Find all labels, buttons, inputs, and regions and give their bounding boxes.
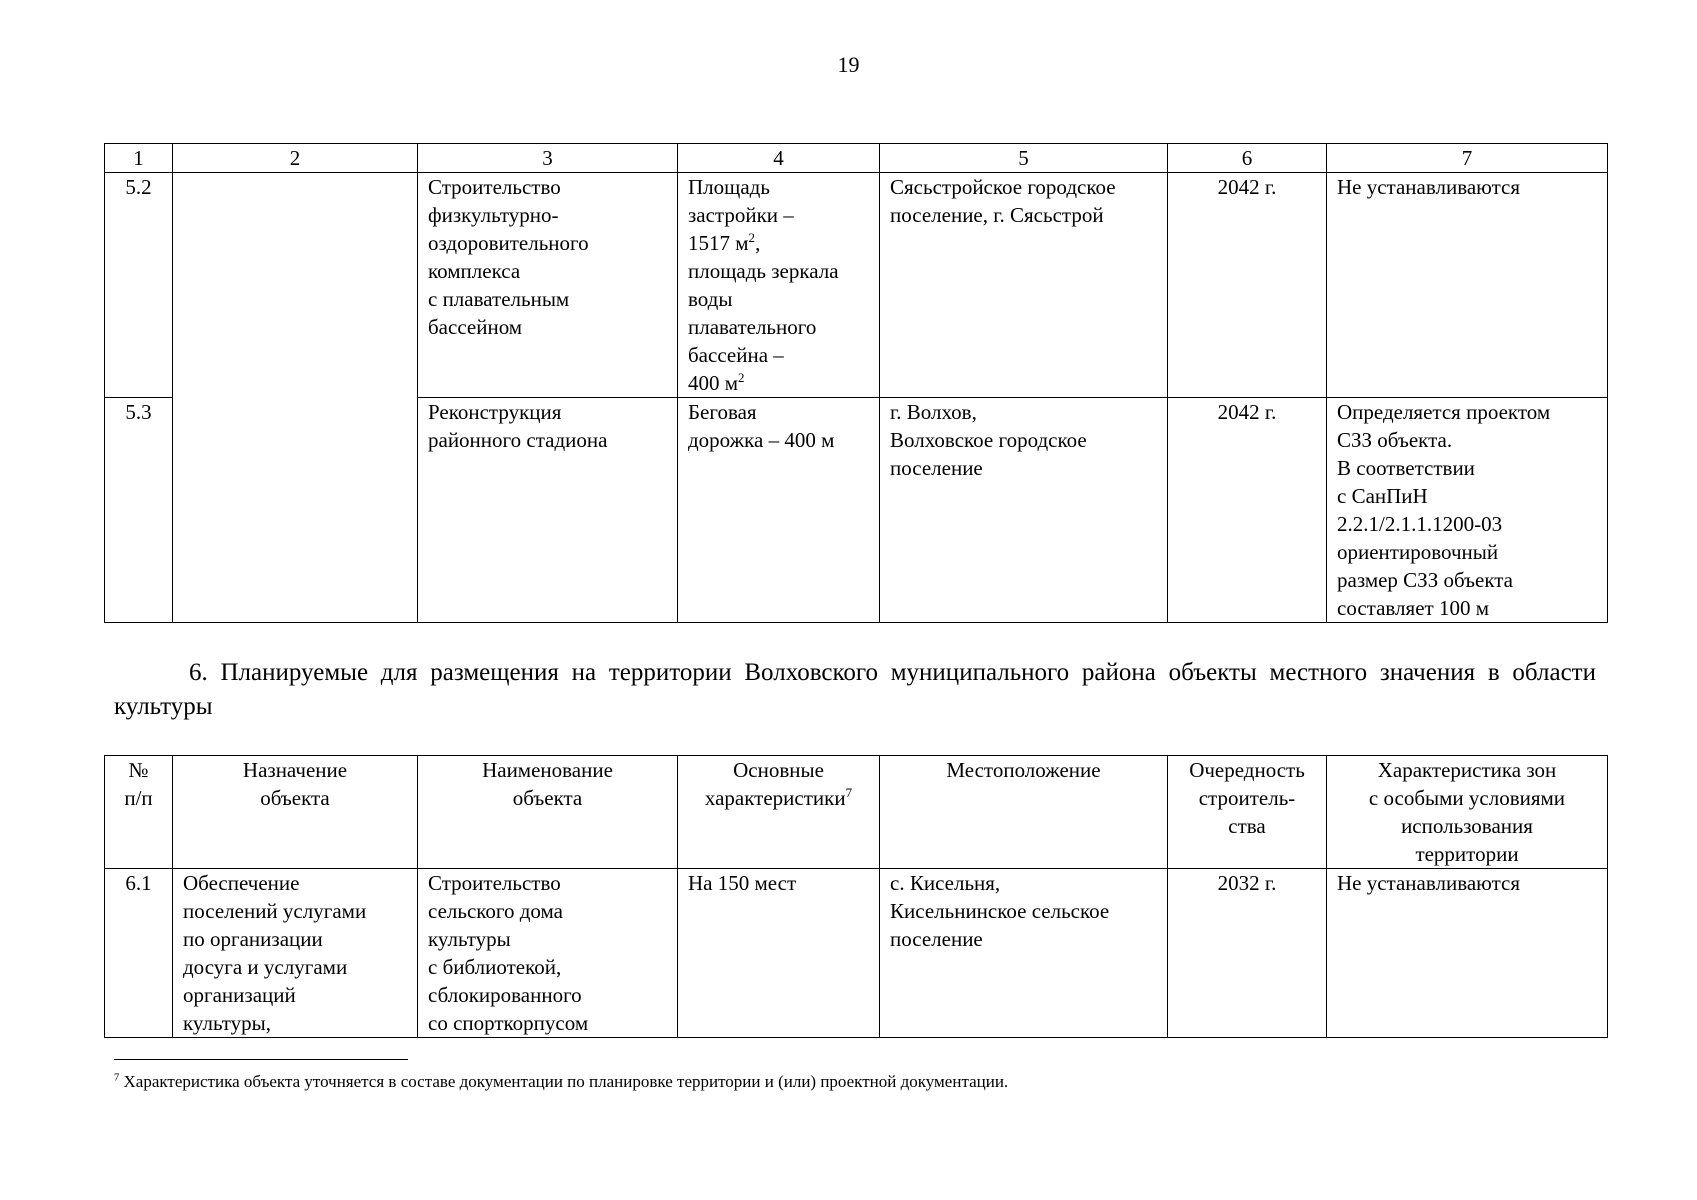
column-number-cell: 6 bbox=[1168, 144, 1327, 173]
characteristics-cell bbox=[678, 173, 880, 398]
column-number-cell: 3 bbox=[418, 144, 678, 173]
object-name-cell: Реконструкция районного стадиона bbox=[418, 398, 678, 623]
column-number-cell: 7 bbox=[1327, 144, 1608, 173]
object-name-cell: Строительство физкультурно- оздоровительного комплекса с плавательным бассейном bbox=[418, 173, 678, 398]
characteristics-cell: На 150 мест bbox=[678, 869, 880, 1038]
header-characteristics-text: Основные характеристики bbox=[704, 758, 846, 810]
zones-cell: Не устанавливаются bbox=[1327, 173, 1608, 398]
footnote-divider bbox=[114, 1059, 408, 1060]
table-header-row bbox=[105, 756, 1608, 869]
footnote-reference: 7 bbox=[845, 785, 853, 800]
page-number: 19 bbox=[837, 52, 860, 77]
header-name: Наименование объекта bbox=[418, 756, 678, 869]
footnote bbox=[114, 1071, 1596, 1093]
construction-year-cell: 2042 г. bbox=[1168, 398, 1327, 623]
purpose-cell bbox=[173, 173, 418, 623]
superscript: 2 bbox=[738, 370, 745, 385]
purpose-cell: Обеспечение поселений услугами по организации досуга и услугами организаций культуры, bbox=[173, 869, 418, 1038]
footnote-text: Характеристика объекта уточняется в составе документации по планировке территории и (или) проектной документации. bbox=[119, 1072, 1009, 1091]
location-cell: г. Волхов, Волховское городское поселение bbox=[880, 398, 1168, 623]
table-header-row bbox=[105, 144, 1608, 173]
construction-year-cell: 2032 г. bbox=[1168, 869, 1327, 1038]
header-location: Местоположение bbox=[880, 756, 1168, 869]
table-row bbox=[105, 173, 1608, 398]
row-number-cell: 5.2 bbox=[105, 173, 173, 398]
location-cell: с. Кисельня, Кисельнинское сельское поселение bbox=[880, 869, 1168, 1038]
header-number: № п/п bbox=[105, 756, 173, 869]
table-row bbox=[105, 869, 1608, 1038]
header-zones: Характеристика зон с особыми условиями использования территории bbox=[1327, 756, 1608, 869]
section-heading: 6. Планируемые для размещения на территории Волховского муниципального района объекты местного значения в области культуры bbox=[114, 659, 1596, 720]
characteristics-text: Площадь застройки – 1517 м bbox=[688, 175, 794, 255]
column-number-cell: 1 bbox=[105, 144, 173, 173]
column-number-cell: 2 bbox=[173, 144, 418, 173]
header-characteristics bbox=[678, 756, 880, 869]
column-number-cell: 5 bbox=[880, 144, 1168, 173]
header-purpose: Назначение объекта bbox=[173, 756, 418, 869]
row-number-cell: 6.1 bbox=[105, 869, 173, 1038]
characteristics-cell: Беговая дорожка – 400 м bbox=[678, 398, 880, 623]
zones-cell: Не устанавливаются bbox=[1327, 869, 1608, 1038]
column-number-cell: 4 bbox=[678, 144, 880, 173]
row-number-cell: 5.3 bbox=[105, 398, 173, 623]
construction-year-cell: 2042 г. bbox=[1168, 173, 1327, 398]
superscript: 2 bbox=[748, 230, 756, 245]
object-name-cell: Строительство сельского дома культуры с библиотекой, сблокированного со спорткорпусом bbox=[418, 869, 678, 1038]
location-cell: Сясьстройское городское поселение, г. Сясьстрой bbox=[880, 173, 1168, 398]
facilities-table-culture bbox=[104, 755, 1608, 1038]
zones-cell: Определяется проектом СЗЗ объекта. В соответствии с СанПиН 2.2.1/2.1.1.1200-03 ориентировочный размер СЗЗ объекта составляет 100 м bbox=[1327, 398, 1608, 623]
header-construction-order: Очередность строитель- ства bbox=[1168, 756, 1327, 869]
facilities-table-sports bbox=[104, 143, 1608, 623]
footnote-marker: 7 bbox=[114, 1072, 120, 1084]
characteristics-text: , площадь зеркала воды плавательного бассейна – 400 м bbox=[688, 231, 839, 395]
